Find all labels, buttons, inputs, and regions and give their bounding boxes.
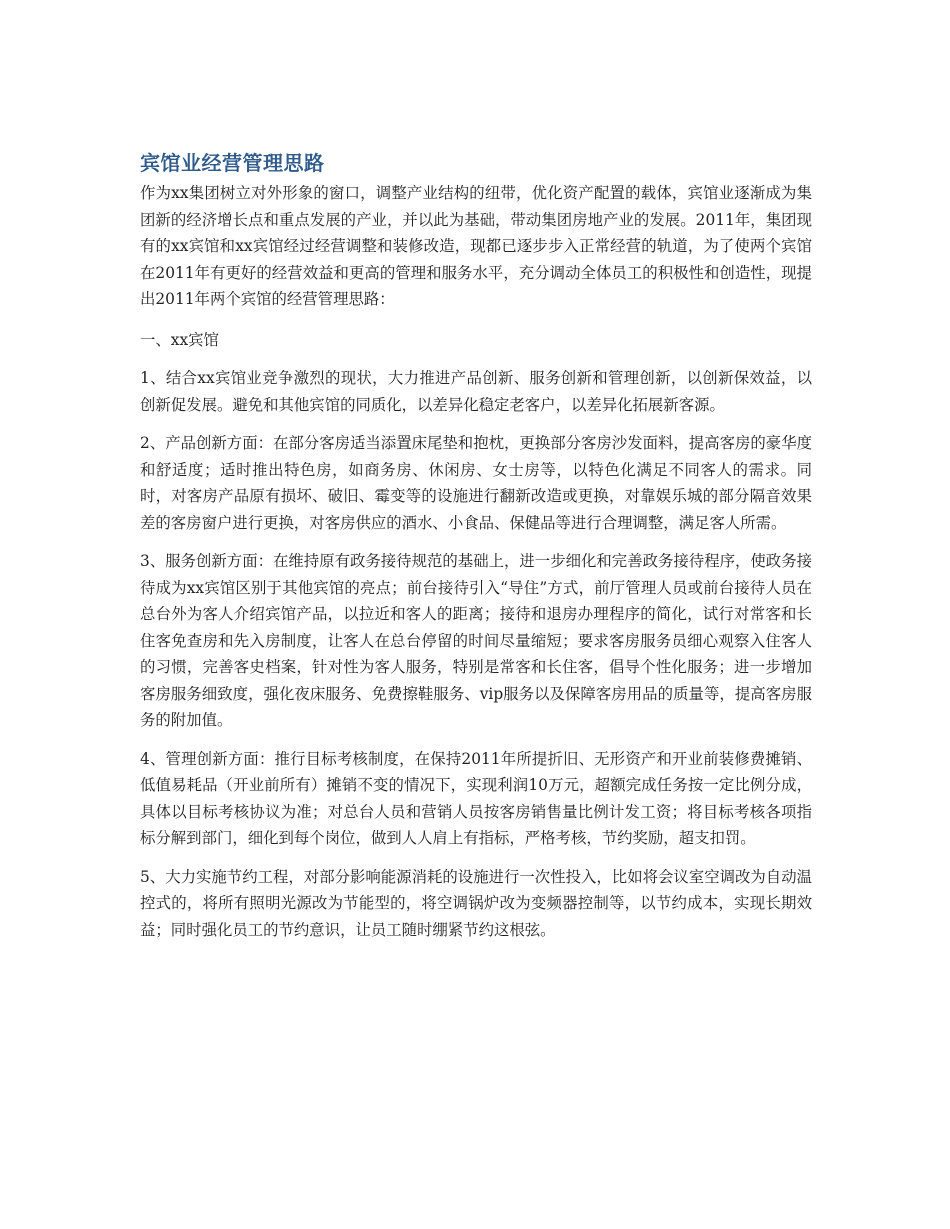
intro-paragraph: 作为xx集团树立对外形象的窗口，调整产业结构的纽带，优化资产配置的载体，宾馆业逐渐成为集团新的经济增长点和重点发展的产业，并以此为基础，带动集团房地产业的发展。2011年，集团现有的xx宾馆和xx宾馆经过经营调整和装修改造，现都已逐步步入正常经营的轨道，为了使两个宾馆在2011年有更好的经营效益和更高的管理和服务水平，充分调动全体员工的积极性和创造性，现提出2011年两个宾馆的经营管理思路： [140,184,812,308]
list-item-3: 3、服务创新方面：在维持原有政务接待规范的基础上，进一步细化和完善政务接待程序，使政务接待成为xx宾馆区别于其他宾馆的亮点；前台接待引入“导住”方式，前厅管理人员或前台接待人员在总台外为客人介绍宾馆产品，以拉近和客人的距离；接待和退房办理程序的简化，试行对常客和长住客免查房和先入房制度，让客人在总台停留的时间尽量缩短；要求客房服务员细心观察入住客人的习惯，完善客史档案，针对性为客人服务，特别是常客和长住客，倡导个性化服务；进一步增加客房服务细致度，强化夜床服务、免费擦鞋服务、vip服务以及保障客房用品的质量等，提高客房服务的附加值。 [140,552,812,729]
section-heading: 一、xx宾馆 [140,330,219,349]
list-item-4: 4、管理创新方面：推行目标考核制度，在保持2011年所提折旧、无形资产和开业前装修费摊销、低值易耗品（开业前所有）摊销不变的情况下，实现利润10万元，超额完成任务按一定比例分成，具体以目标考核协议为准；对总台人员和营销人员按客房销售量比例计发工资；将目标考核各项指标分解到部门，细化到每个岗位，做到人人肩上有指标，严格考核，节约奖励，超支扣罚。 [140,749,812,847]
list-item-2: 2、产品创新方面：在部分客房适当添置床尾垫和抱枕，更换部分客房沙发面料，提高客房的豪华度和舒适度；适时推出特色房，如商务房、休闲房、女士房等，以特色化满足不同客人的需求。同时，对客房产品原有损坏、破旧、霉变等的设施进行翻新改造或更换，对靠娱乐城的部分隔音效果差的客房窗户进行更换，对客房供应的酒水、小食品、保健品等进行合理调整，满足客人所需。 [140,434,812,532]
document-body [140,148,812,943]
list-item-1: 1、结合xx宾馆业竞争激烈的现状，大力推进产品创新、服务创新和管理创新，以创新保效益，以创新促发展。避免和其他宾馆的同质化，以差异化稳定老客户，以差异化拓展新客源。 [140,369,812,414]
list-item-5: 5、大力实施节约工程，对部分影响能源消耗的设施进行一次性投入，比如将会议室空调改为自动温控式的，将所有照明光源改为节能型的，将空调锅炉改为变频器控制等，以节约成本，实现长期效益；同时强化员工的节约意识，让员工随时绷紧节约这根弦。 [140,867,812,939]
document-title: 宾馆业经营管理思路 [140,151,325,175]
